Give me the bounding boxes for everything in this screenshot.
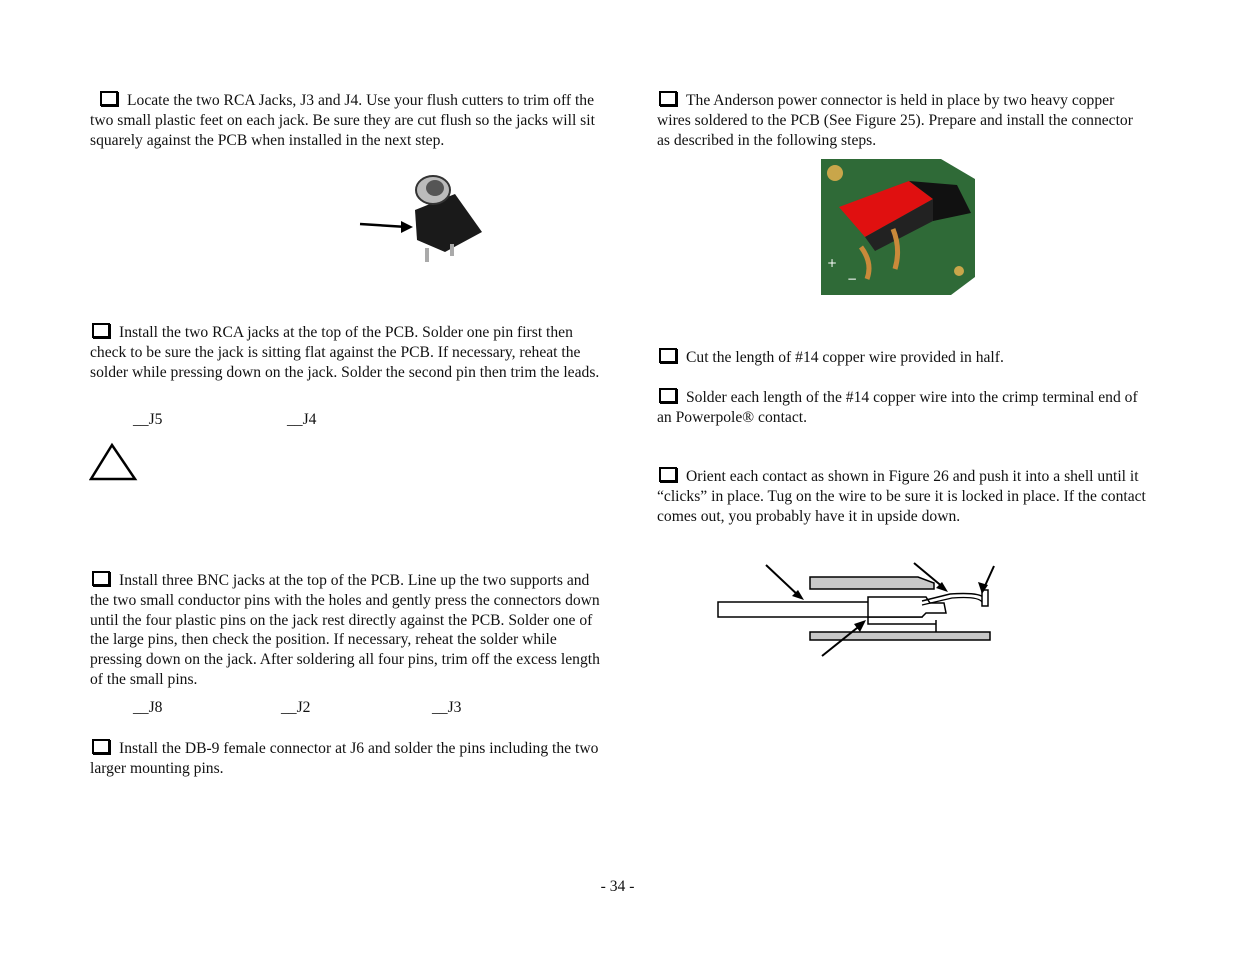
- step-db9: [90, 739, 605, 779]
- contact-orientation-diagram: [712, 560, 1002, 660]
- step-orient-contact: [657, 467, 1147, 526]
- step-db9-text: Install the DB-9 female connector at J6 and solder the pins including the two larger mounting pins.: [90, 740, 599, 777]
- shell-top: [810, 577, 934, 589]
- checkbox-icon[interactable]: [100, 91, 118, 106]
- step-cut-wire: [657, 348, 1147, 368]
- pcb-pad: [954, 266, 964, 276]
- check-j8: __J8: [133, 699, 163, 716]
- checkbox-icon[interactable]: [659, 388, 677, 403]
- crimp-contact: [868, 597, 946, 617]
- check-j2: __J2: [281, 699, 311, 716]
- step-bnc-install-text: Install three BNC jacks at the top of the PCB. Line up the two supports and the two small conductor pins with the holes and gently press the connectors down until the four plastic pins on the jack rest directly against the PCB. Solder one of the large pins, then check the position. If necessary, reheat the solder while pressing down on the jack. After soldering all four pins, trim off the excess length of the small pins.: [90, 572, 600, 688]
- anderson-connector-photo: [821, 159, 975, 295]
- step-rca-install: [90, 323, 605, 382]
- step-anderson-intro-text: The Anderson power connector is held in place by two heavy copper wires soldered to the PCB (See Figure 25). Prepare and install the connector as described in the following steps.: [657, 92, 1133, 149]
- step-bnc-install: [90, 571, 605, 690]
- checkbox-icon[interactable]: [92, 739, 110, 754]
- pcb-pad: [827, 165, 843, 181]
- shell-bottom: [810, 632, 990, 640]
- arrow-icon: [360, 224, 407, 227]
- step-anderson-intro: [657, 91, 1147, 150]
- rca-jack-photo: [355, 170, 495, 270]
- checkbox-icon[interactable]: [659, 91, 677, 106]
- rca-jack-hole: [426, 180, 444, 196]
- checkbox-icon[interactable]: [92, 323, 110, 338]
- checkbox-icon[interactable]: [659, 467, 677, 482]
- page-number: - 34 -: [600, 878, 635, 895]
- contact-spring: [922, 594, 984, 602]
- step-orient-contact-text: Orient each contact as shown in Figure 26 and push it into a shell until it “clicks” in place. Tug on the wire to be sure it is locked in place. If the contact comes out, you probably have it in upside down.: [657, 468, 1146, 525]
- svg-text:+: +: [827, 256, 838, 270]
- step-cut-wire-text: Cut the length of #14 copper wire provided in half.: [686, 349, 1004, 366]
- step-solder-wire-text: Solder each length of the #14 copper wire into the crimp terminal end of an Powerpole® contact.: [657, 389, 1138, 426]
- svg-text:−: −: [847, 272, 858, 286]
- check-j3: __J3: [432, 699, 462, 716]
- check-j5: __J5: [133, 411, 163, 428]
- warning-triangle-icon: [89, 442, 139, 482]
- rca-jack-pin: [450, 244, 454, 256]
- step-rca-install-text: Install the two RCA jacks at the top of the PCB. Solder one pin first then check to be sure the jack is sitting flat against the PCB. If necessary, reheat the solder while pressing down on the jack. Solder the second pin then trim the leads.: [90, 324, 600, 381]
- rca-jack-pin: [425, 248, 429, 262]
- step-solder-wire: [657, 388, 1147, 428]
- checkbox-icon[interactable]: [92, 571, 110, 586]
- step-rca-trim: [90, 91, 605, 150]
- arrow-icon: [766, 565, 800, 597]
- check-j4: __J4: [287, 411, 317, 428]
- step-rca-trim-text: Locate the two RCA Jacks, J3 and J4. Use your flush cutters to trim off the two small plastic feet on each jack. Be sure they are cut flush so the jacks will sit squarely against the PCB when installed in the next step.: [90, 92, 595, 149]
- checkbox-icon[interactable]: [659, 348, 677, 363]
- arrowhead-icon: [401, 221, 413, 233]
